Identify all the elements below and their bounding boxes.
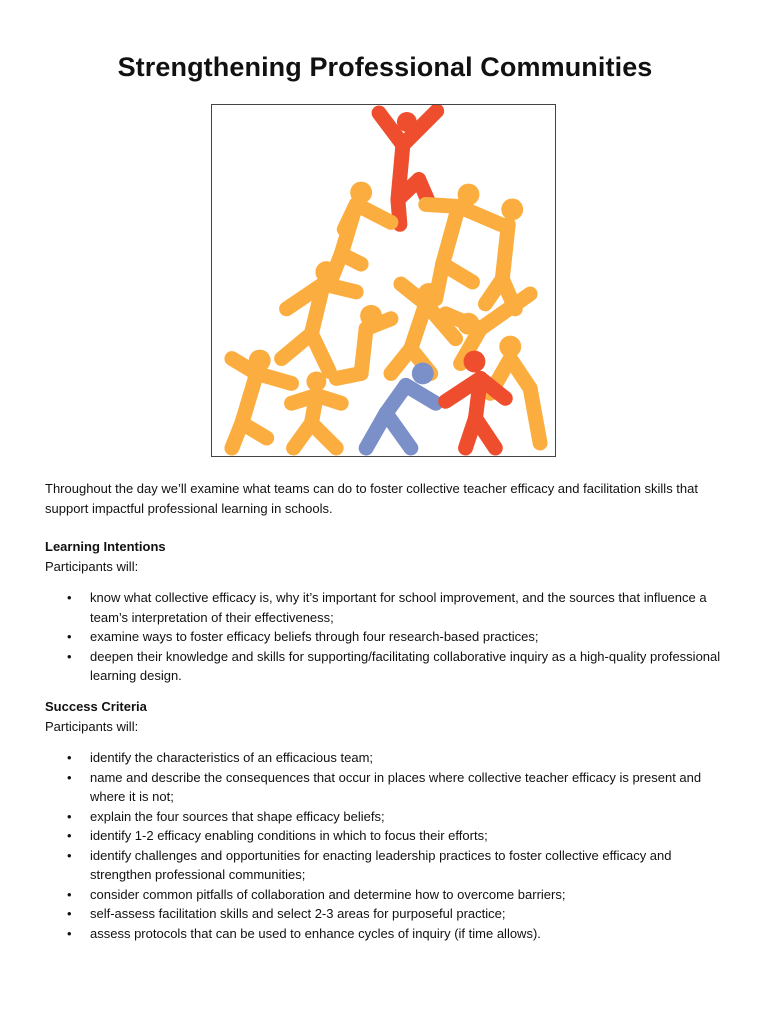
list-item: • explain the four sources that shape efficacy beliefs; [45,807,735,827]
list-item: • self-assess facilitation skills and select 2-3 areas for purposeful practice; [45,904,735,924]
list-item: • examine ways to foster efficacy beliefs through four research-based practices; [45,627,735,647]
success-criteria-section [45,697,735,943]
intro-paragraph: Throughout the day we’ll examine what teams can do to foster collective teacher efficacy and facilitation skills that support impactful professional learning in schools. [45,481,698,516]
learning-intentions-lead: Participants will: [45,558,139,574]
list-item: • name and describe the consequences that occur in places where collective teacher efficacy is present and where it is not; [45,768,735,807]
list-item: • consider common pitfalls of collaboration and determine how to overcome barriers; [45,885,735,905]
list-item: • deepen their knowledge and skills for supporting/facilitating collaborative inquiry as a high-quality professional learning design. [45,647,735,686]
list-item: • know what collective efficacy is, why it’s important for school improvement, and the sources that influence a team’s interpretation of their effectiveness; [45,588,735,627]
list-item: • assess protocols that can be used to enhance cycles of inquiry (if time allows). [45,924,735,944]
success-criteria-lead: Participants will: [45,718,139,734]
learning-intentions-list [45,588,735,686]
page-title: Strengthening Professional Communities [117,52,653,82]
human-pyramid-illustration-icon [211,104,556,457]
list-item: • identify 1-2 efficacy enabling conditions in which to focus their efforts; [45,826,735,846]
success-criteria-list [45,748,735,943]
list-item: • identify the characteristics of an efficacious team; [45,748,735,768]
list-item: • identify challenges and opportunities for enacting leadership practices to foster collective efficacy and strengthen professional communities; [45,846,735,885]
success-criteria-heading: Success Criteria [45,699,147,714]
learning-intentions-section [45,537,735,686]
learning-intentions-heading: Learning Intentions [45,539,166,554]
